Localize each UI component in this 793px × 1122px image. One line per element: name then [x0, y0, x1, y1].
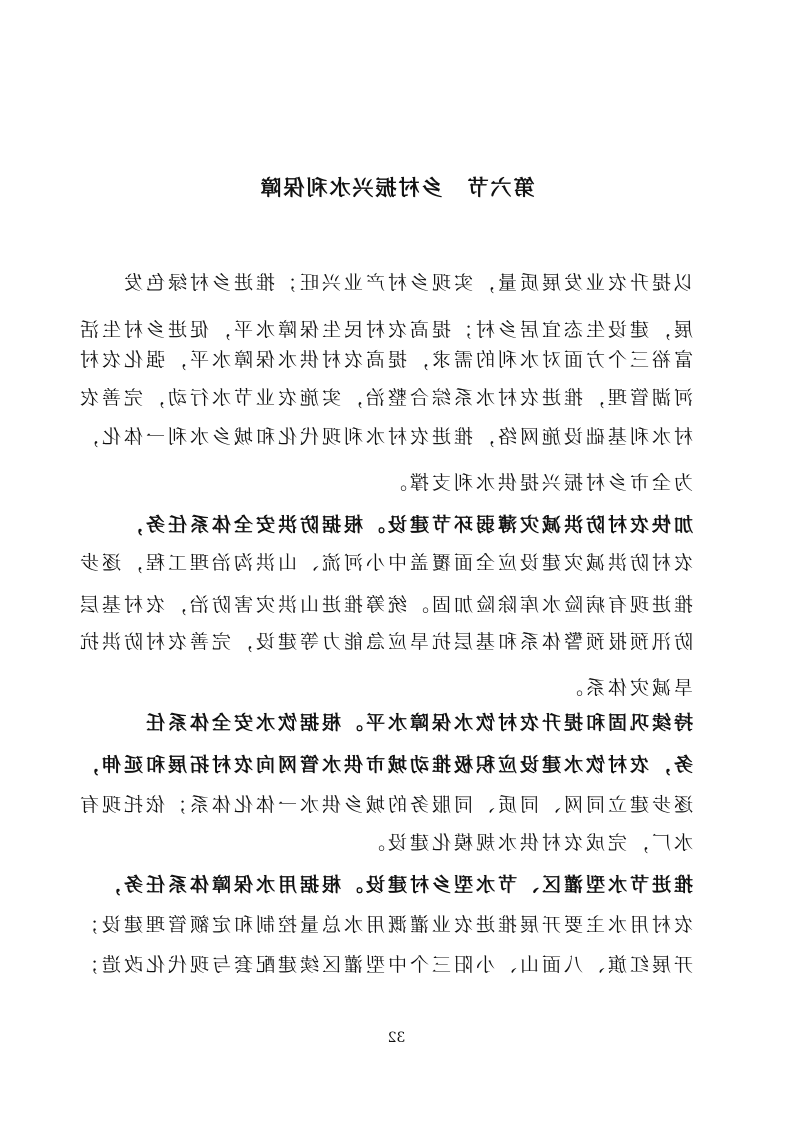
text-line: 持续巩固和提升农村饮水保障水平。根据饮水安全体系任 — [142, 712, 693, 734]
text-line: 推进现有病险水库除险加固。统筹推进山洪灾害防治，农村基层 — [76, 594, 693, 616]
text-line: 以提升农业发展质量，实现乡村产业兴旺；推进乡村绿色发 — [120, 272, 693, 294]
text-line: 为全市乡村振兴提供水利支撑。 — [384, 472, 693, 494]
text-line: 河湖管理，推进农村水系综合整治，实施农业节水行动，完善农 — [76, 387, 693, 409]
text-line: 开展红旗、八面山、小阳三个中型灌区续建配套与现代化改造； — [76, 954, 693, 976]
text-line: 富裕三个方面对水利的需求，提高农村供水保障水平，强化农村 — [76, 349, 693, 371]
text-line: 逐步建立同网、同质、同服务的城乡供水一体化体系；依托现有 — [76, 794, 693, 816]
text-line: 农村用水主要开展推进农业灌溉用水总量控制和定额管理建设； — [76, 914, 693, 936]
text-line: 农村防洪减灾建设应全面覆盖中小河流、山洪沟治理工程，逐步 — [76, 552, 693, 574]
text-line: 防汛预报预警体系和基层抗旱应急能力等建设，完善农村防洪抗 — [76, 631, 693, 653]
text-line: 展，建设生态宜居乡村；提高农村民生保障水平，促进乡村生活 — [76, 319, 693, 341]
text-line: 旱减灾体系。 — [560, 677, 693, 699]
section-title: 第六节 乡村振兴水利保障 — [258, 175, 535, 200]
page-number: 32 — [387, 1030, 406, 1046]
text-line: 水厂，完成农村供水规模化建设。 — [362, 832, 693, 854]
text-line: 村水利基础设施网络，推进农村水利现代化和城乡水利一体化， — [76, 426, 693, 448]
text-line: 务，农村饮水建设应积极推动城市供水管网向农村拓展和延伸， — [76, 754, 693, 776]
text-line: 加快农村防洪减灾薄弱环节建设。根据防洪安全体系任务， — [120, 514, 693, 536]
text-line: 推进节水型灌区、节水型乡村建设。根据用水保障体系任务， — [98, 874, 693, 896]
